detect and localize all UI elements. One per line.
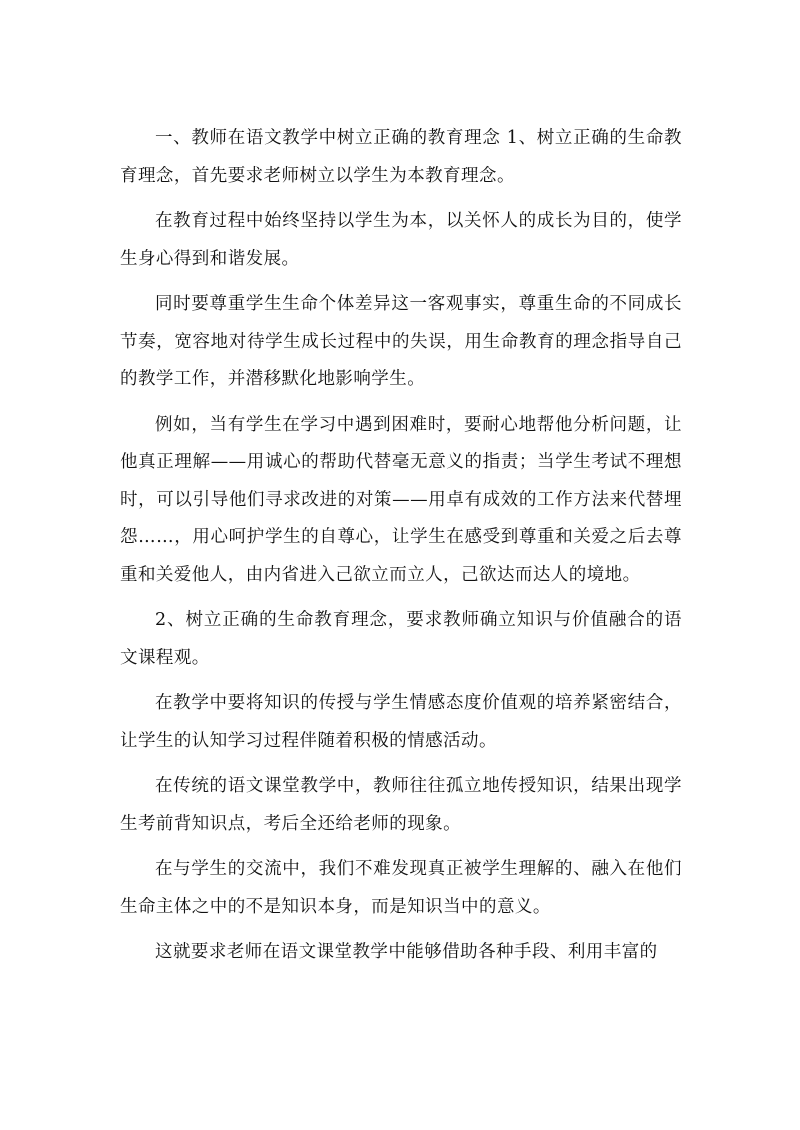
paragraph-3: 同时要尊重学生生命个体差异这一客观事实，尊重生命的不同成长节奏，宽容地对待学生成长过程中的失误，用生命教育的理念指导自己的教学工作，并潜移默化地影响学生。 [120, 294, 682, 389]
paragraph-8: 在与学生的交流中，我们不难发现真正被学生理解的、融入在他们生命主体之中的不是知识本身，而是知识当中的意义。 [120, 859, 682, 917]
document-body [120, 120, 682, 980]
paragraph-2: 在教育过程中始终坚持以学生为本，以关怀人的成长为目的，使学生身心得到和谐发展。 [120, 211, 682, 269]
paragraph-9: 这就要求老师在语文课堂教学中能够借助各种手段、利用丰富的 [155, 942, 658, 962]
paragraph-1: 一、教师在语文教学中树立正确的教育理念 1、树立正确的生命教育理念，首先要求老师树立以学生为本教育理念。 [120, 128, 682, 186]
paragraph-6: 在教学中要将知识的传授与学生情感态度价值观的培养紧密结合，让学生的认知学习过程伴随着积极的情感活动。 [120, 693, 682, 751]
paragraph-7: 在传统的语文课堂教学中，教师往往孤立地传授知识，结果出现学生考前背知识点，考后全还给老师的现象。 [120, 776, 682, 834]
paragraph-5: 2、树立正确的生命教育理念，要求教师确立知识与价值融合的语文课程观。 [120, 610, 682, 668]
paragraph-4: 例如，当有学生在学习中遇到困难时，要耐心地帮他分析问题，让他真正理解——用诚心的帮助代替毫无意义的指责；当学生考试不理想时，可以引导他们寻求改进的对策——用卓有成效的工作方法来代替埋怨……，用心呵护学生的自尊心，让学生在感受到尊重和关爱之后去尊重和关爱他人，由内省进入己欲立而立人，己欲达而达人的境地。 [120, 414, 682, 585]
